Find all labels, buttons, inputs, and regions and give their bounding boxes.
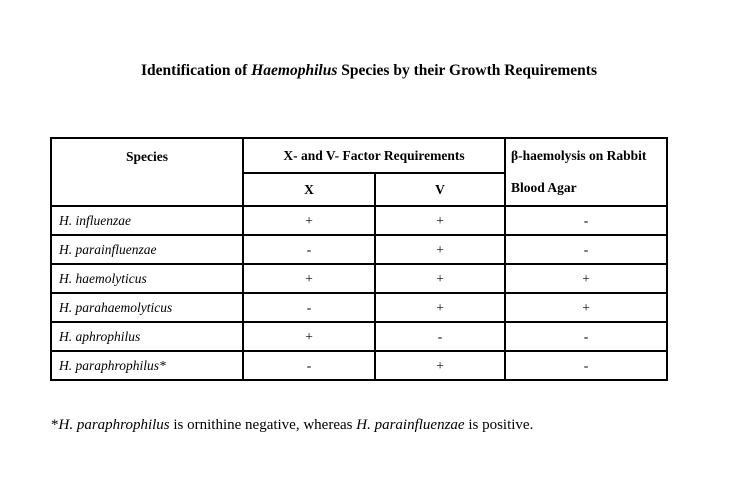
beta-haemolysis-cell: + <box>505 293 667 322</box>
header-beta-haemolysis <box>505 138 667 206</box>
beta-haemolysis-cell: - <box>505 322 667 351</box>
v-factor-cell: + <box>375 351 505 380</box>
table-row <box>51 264 667 293</box>
v-factor-cell: + <box>375 264 505 293</box>
document-title <box>0 62 738 80</box>
table-row <box>51 293 667 322</box>
title-genus: Haemophilus <box>251 62 338 79</box>
species-cell: H. parainfluenzae <box>51 235 243 264</box>
haemophilus-identification-table <box>50 137 668 381</box>
table-row <box>51 322 667 351</box>
x-factor-cell: - <box>243 235 375 264</box>
x-factor-cell: + <box>243 206 375 235</box>
beta-haemolysis-cell: + <box>505 264 667 293</box>
species-cell: H. aphrophilus <box>51 322 243 351</box>
footnote-text-2: is positive. <box>464 417 534 433</box>
header-factor-requirements: X- and V- Factor Requirements <box>243 138 505 173</box>
v-factor-cell: - <box>375 322 505 351</box>
header-v-factor: V <box>375 173 505 206</box>
header-beta-line2: Blood Agar <box>511 180 577 195</box>
header-x-factor: X <box>243 173 375 206</box>
beta-haemolysis-cell: - <box>505 351 667 380</box>
header-species: Species <box>51 138 243 206</box>
footnote-text-1: is ornithine negative, whereas <box>169 417 357 433</box>
beta-haemolysis-cell: - <box>505 235 667 264</box>
footnote-star: * <box>51 417 59 433</box>
v-factor-cell: + <box>375 293 505 322</box>
footnote-species-1: H. paraphrophilus <box>58 417 170 433</box>
species-cell: H. paraphrophilus* <box>51 351 243 380</box>
v-factor-cell: + <box>375 206 505 235</box>
species-cell: H. influenzae <box>51 206 243 235</box>
title-suffix: Species by their Growth Requirements <box>337 62 597 79</box>
table-row <box>51 351 667 380</box>
x-factor-cell: + <box>243 264 375 293</box>
beta-haemolysis-cell: - <box>505 206 667 235</box>
table-row <box>51 206 667 235</box>
x-factor-cell: - <box>243 293 375 322</box>
footnote-species-2: H. parainfluenzae <box>356 417 465 433</box>
x-factor-cell: - <box>243 351 375 380</box>
header-beta-line1: β-haemolysis on Rabbit <box>511 148 647 163</box>
table-row <box>51 235 667 264</box>
x-factor-cell: + <box>243 322 375 351</box>
species-cell: H. haemolyticus <box>51 264 243 293</box>
title-prefix: Identification of <box>141 62 252 79</box>
species-cell: H. parahaemolyticus <box>51 293 243 322</box>
v-factor-cell: + <box>375 235 505 264</box>
table-footnote <box>51 417 533 434</box>
